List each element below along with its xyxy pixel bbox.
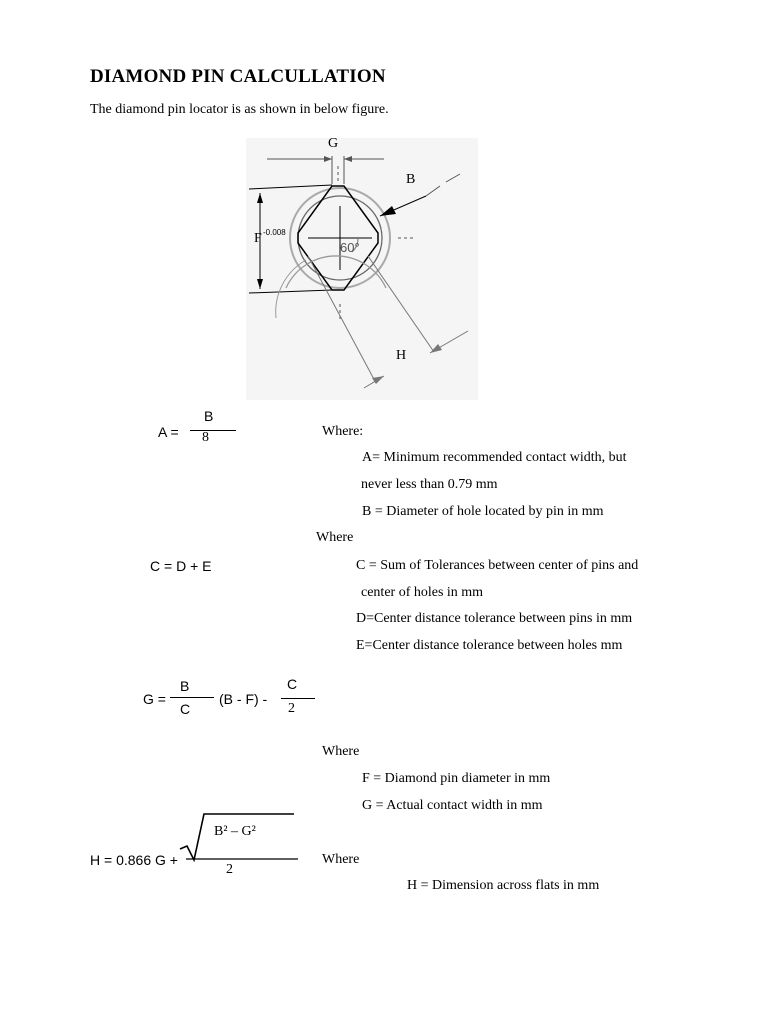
where-c-heading: Where [316, 530, 354, 545]
formula-h-denominator: 2 [226, 862, 233, 877]
formula-c-expression: C = D + E [150, 558, 212, 574]
formula-g-lhs: G = [143, 691, 166, 707]
where-c-line4: E=Center distance tolerance between holes mm [356, 638, 623, 653]
formula-g-middle: (B - F) - [219, 691, 268, 707]
where-g-heading: Where [322, 744, 360, 759]
intro-text: The diamond pin locator is as shown in below figure. [90, 102, 389, 117]
where-h-heading: Where [322, 852, 360, 867]
where-c-line3: D=Center distance tolerance between pins in mm [356, 611, 633, 626]
diamond-pin-figure [246, 138, 478, 400]
where-a-heading: Where: [322, 424, 364, 439]
formula-g-denominator-2: 2 [288, 701, 295, 716]
formula-a-numerator: B [204, 408, 214, 424]
formula-a-denominator: 8 [202, 430, 209, 445]
figure-label-b: B [406, 172, 416, 187]
where-g-line1: F = Diamond pin diameter in mm [362, 771, 551, 786]
where-a-line1: A= Minimum recommended contact width, but [362, 450, 627, 465]
formula-a-fraction-bar [190, 430, 236, 431]
figure-label-f-tolerance: -0.008 [263, 228, 286, 237]
figure-label-g: G [328, 136, 339, 151]
where-h-line1: H = Dimension across flats in mm [407, 878, 600, 893]
formula-a-lhs: A = [158, 424, 179, 440]
formula-g-numerator-1: B [180, 678, 190, 694]
formula-g-fraction-bar-2 [281, 698, 315, 699]
formula-g-numerator-2: C [287, 676, 298, 692]
figure-angle-label: 60° [340, 240, 360, 255]
page-title: DIAMOND PIN CALCULLATION [90, 66, 386, 87]
formula-g-fraction-bar-1 [170, 697, 214, 698]
where-c-line2: center of holes in mm [361, 585, 484, 600]
where-a-line2: never less than 0.79 mm [361, 477, 498, 492]
figure-label-f: F [254, 231, 262, 246]
formula-g-denominator-1: C [180, 701, 191, 717]
where-a-line3: B = Diameter of hole located by pin in mm [362, 504, 604, 519]
figure-label-h: H [396, 348, 407, 363]
formula-h-lhs: H = 0.866 G + [90, 852, 178, 868]
formula-h-radicand: B² – G² [214, 824, 256, 839]
where-c-line1: C = Sum of Tolerances between center of pins and [356, 558, 639, 573]
where-g-line2: G = Actual contact width in mm [362, 798, 543, 813]
